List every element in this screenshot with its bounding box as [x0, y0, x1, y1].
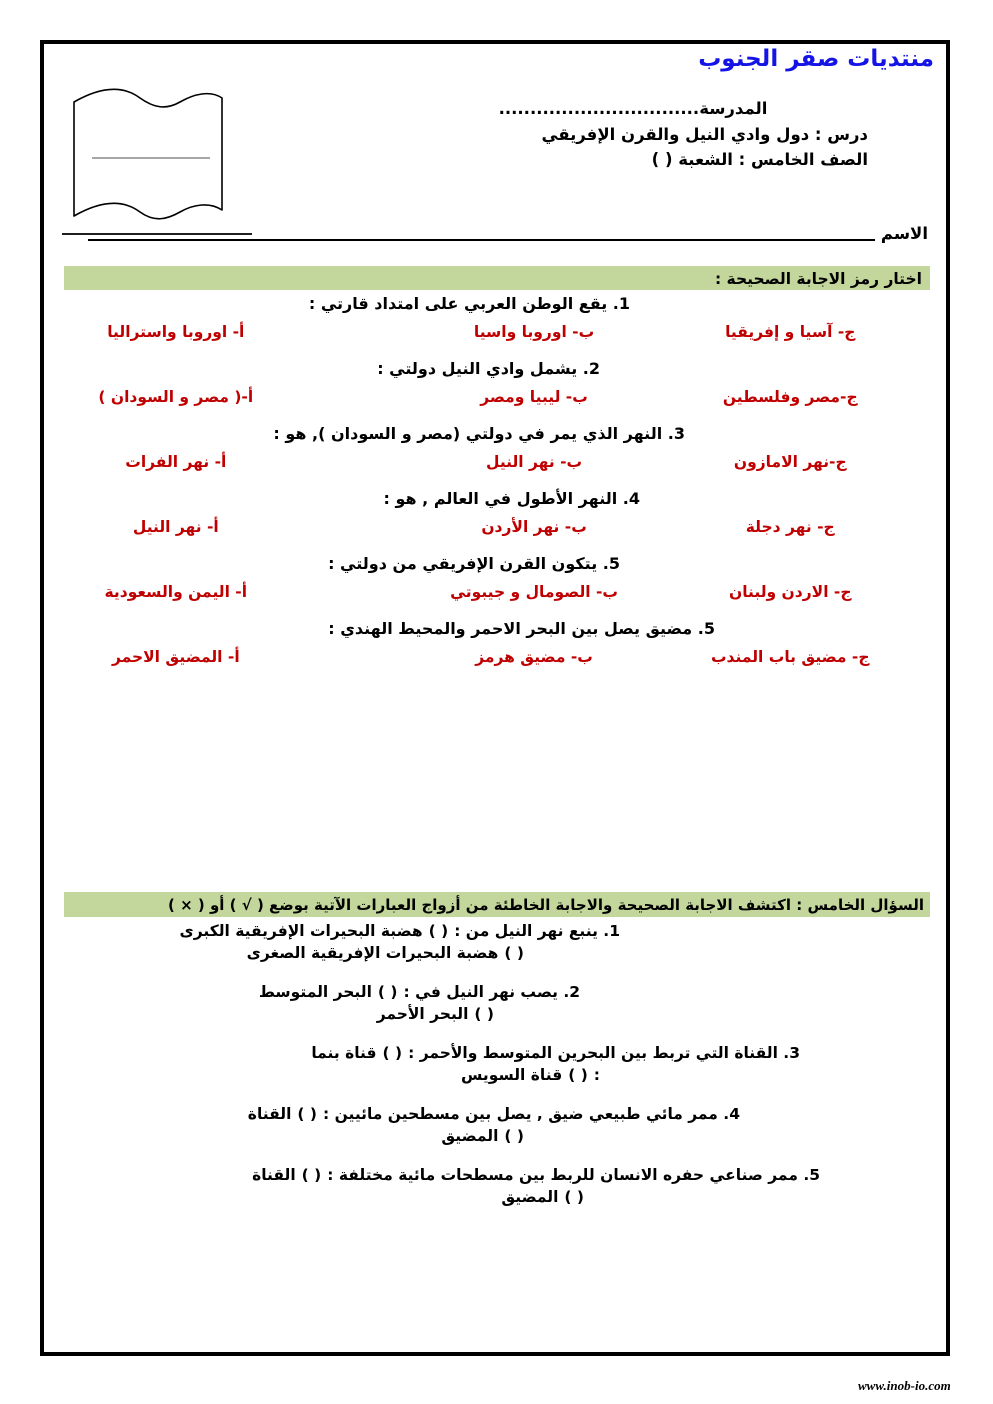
option-row: [64, 323, 930, 341]
mcq-question-2: [64, 359, 930, 406]
tf-lead: 4. ممر مائي طبيعي ضيق , يصل بين مسطحين مائيين :: [322, 1104, 740, 1123]
tf-answer-box[interactable]: ( ): [382, 1043, 403, 1062]
mcq-questions: [64, 294, 930, 684]
question-stem: 5. يتكون القرن الإفريقي من دولتي :: [328, 554, 620, 573]
footer-watermark-url: www.inob-io.com: [858, 1378, 951, 1393]
option-c[interactable]: ج-مصر وفلسطين: [722, 388, 858, 406]
tf-answer-box[interactable]: ( ): [428, 922, 449, 940]
question-stem: 4. النهر الأطول في العالم , هو :: [383, 489, 640, 508]
option-c[interactable]: ج- آسيا و إفريقيا: [725, 323, 856, 341]
tf-choice: هضبة البحيرات الإفريقية الصغرى: [246, 944, 499, 963]
mcq-question-5: [64, 554, 930, 601]
question-stem: 2. يشمل وادي النيل دولتي :: [377, 359, 600, 378]
tf-row-first: [64, 981, 930, 1003]
tf-answer-box[interactable]: ( ): [504, 944, 524, 963]
school-label: المدرسة: [699, 99, 768, 118]
wavy-banner-graphic: [62, 82, 252, 242]
tf-choice: المضيق: [501, 1188, 559, 1207]
tf-item-1: [64, 920, 930, 965]
tf-row-first: [64, 1164, 930, 1186]
mcq-question-4: [64, 489, 930, 536]
tf-item-2: [64, 981, 930, 1026]
tf-choice: البحر الأحمر: [376, 1005, 469, 1024]
mcq-question-6: [64, 619, 930, 666]
tf-item-5: [64, 1164, 930, 1209]
tf-row-first: [64, 1103, 930, 1125]
option-row: [64, 388, 930, 406]
tf-item-4: [64, 1103, 930, 1148]
option-c[interactable]: ج- الاردن ولبنان: [728, 583, 852, 601]
worksheet-page-frame: [40, 40, 950, 1356]
option-a[interactable]: أ- اوروبا واستراليا: [107, 323, 245, 341]
worksheet-header: [308, 96, 928, 173]
option-row: [64, 583, 930, 601]
lesson-line: درس : دول وادي النيل والقرن الإفريقي: [541, 124, 868, 144]
option-row: [64, 518, 930, 536]
tf-choice: قناة بنما: [311, 1043, 377, 1062]
name-write-line[interactable]: [88, 239, 875, 241]
option-a[interactable]: أ- نهر الفرات: [125, 453, 227, 471]
tf-item-3: [64, 1042, 930, 1087]
tf-lead: 1. ينبع نهر النيل من :: [454, 922, 620, 940]
name-label: الاسم: [880, 224, 928, 243]
option-b[interactable]: ب- ليبيا ومصر: [480, 388, 588, 406]
tf-choice: البحر المتوسط: [258, 982, 372, 1001]
school-dots: ................................: [498, 99, 700, 118]
tf-choice: القناة: [252, 1165, 296, 1184]
school-line: [308, 96, 928, 122]
tf-lead-colon: :: [593, 1066, 600, 1085]
tf-choice: هضبة البحيرات الإفريقية الكبرى: [179, 922, 423, 940]
option-c[interactable]: ج- نهر دجلة: [745, 518, 835, 536]
tf-choice: القناة: [247, 1104, 292, 1123]
option-row: [64, 648, 930, 666]
question-stem: 3. النهر الذي يمر في دولتي (مصر و السودان ), هو :: [273, 424, 685, 443]
student-name-row: [88, 224, 928, 245]
option-row: [64, 453, 930, 471]
option-a[interactable]: أ- المضيق الاحمر: [111, 648, 240, 666]
tf-lead: 2. يصب نهر النيل في :: [403, 982, 580, 1001]
tf-items: [64, 920, 930, 1225]
tf-answer-box[interactable]: ( ): [504, 1127, 524, 1146]
tf-answer-box[interactable]: ( ): [564, 1188, 584, 1207]
option-c[interactable]: ج-نهر الامازون: [733, 453, 847, 471]
option-b[interactable]: ب- الصومال و جيبوتي: [450, 583, 618, 601]
tf-answer-box[interactable]: ( ): [301, 1165, 322, 1184]
option-b[interactable]: ب- مضيق هرمز: [475, 648, 593, 666]
tf-answer-box[interactable]: ( ): [568, 1066, 588, 1085]
tf-row-second: [64, 942, 930, 964]
tf-choice: المضيق: [441, 1127, 499, 1146]
option-b[interactable]: ب- نهر النيل: [485, 453, 583, 471]
tf-answer-box[interactable]: ( ): [377, 982, 398, 1001]
site-title: منتديات صقر الجنوب: [698, 46, 934, 72]
tf-answer-box[interactable]: ( ): [297, 1104, 317, 1123]
tf-row-second: [64, 1064, 930, 1086]
question-stem: 5. مضيق يصل بين البحر الاحمر والمحيط الهندي :: [328, 619, 715, 638]
tf-row-second: [64, 1125, 930, 1147]
mcq-question-3: [64, 424, 930, 471]
option-a[interactable]: أ- اليمن والسعودية: [104, 583, 248, 601]
tf-row-first: [64, 920, 930, 942]
option-b[interactable]: ب- نهر الأردن: [481, 518, 587, 536]
mcq-question-1: [64, 294, 930, 341]
tf-row-second: [64, 1186, 930, 1208]
tf-row-first: [64, 1042, 930, 1064]
grade-line: الصف الخامس : الشعبة ( ): [651, 150, 868, 170]
tf-lead: 5. ممر صناعي حفره الانسان للربط بين مسطحات مائية مختلفة :: [327, 1165, 820, 1184]
option-a[interactable]: أ- نهر النيل: [132, 518, 219, 536]
tf-answer-box[interactable]: ( ): [474, 1005, 494, 1024]
mcq-section-banner: اختار رمز الاجابة الصحيحة :: [64, 266, 930, 290]
tf-choice: قناة السويس: [461, 1066, 563, 1085]
question-stem: 1. يقع الوطن العربي على امتداد قارتي :: [308, 294, 630, 313]
tf-row-second: [64, 1003, 930, 1025]
option-b[interactable]: ب- اوروبا واسيا: [473, 323, 595, 341]
option-c[interactable]: ج- مضيق باب المندب: [710, 648, 870, 666]
tf-section-banner: السؤال الخامس : اكتشف الاجابة الصحيحة والاجابة الخاطئة من أزواج العبارات الآتية بوضع ( √ ) أو ( × ): [64, 892, 930, 917]
tf-lead: 3. القناة التي تربط بين البحرين المتوسط والأحمر :: [408, 1043, 800, 1062]
option-a[interactable]: أ-( مصر و السودان ): [98, 388, 254, 406]
